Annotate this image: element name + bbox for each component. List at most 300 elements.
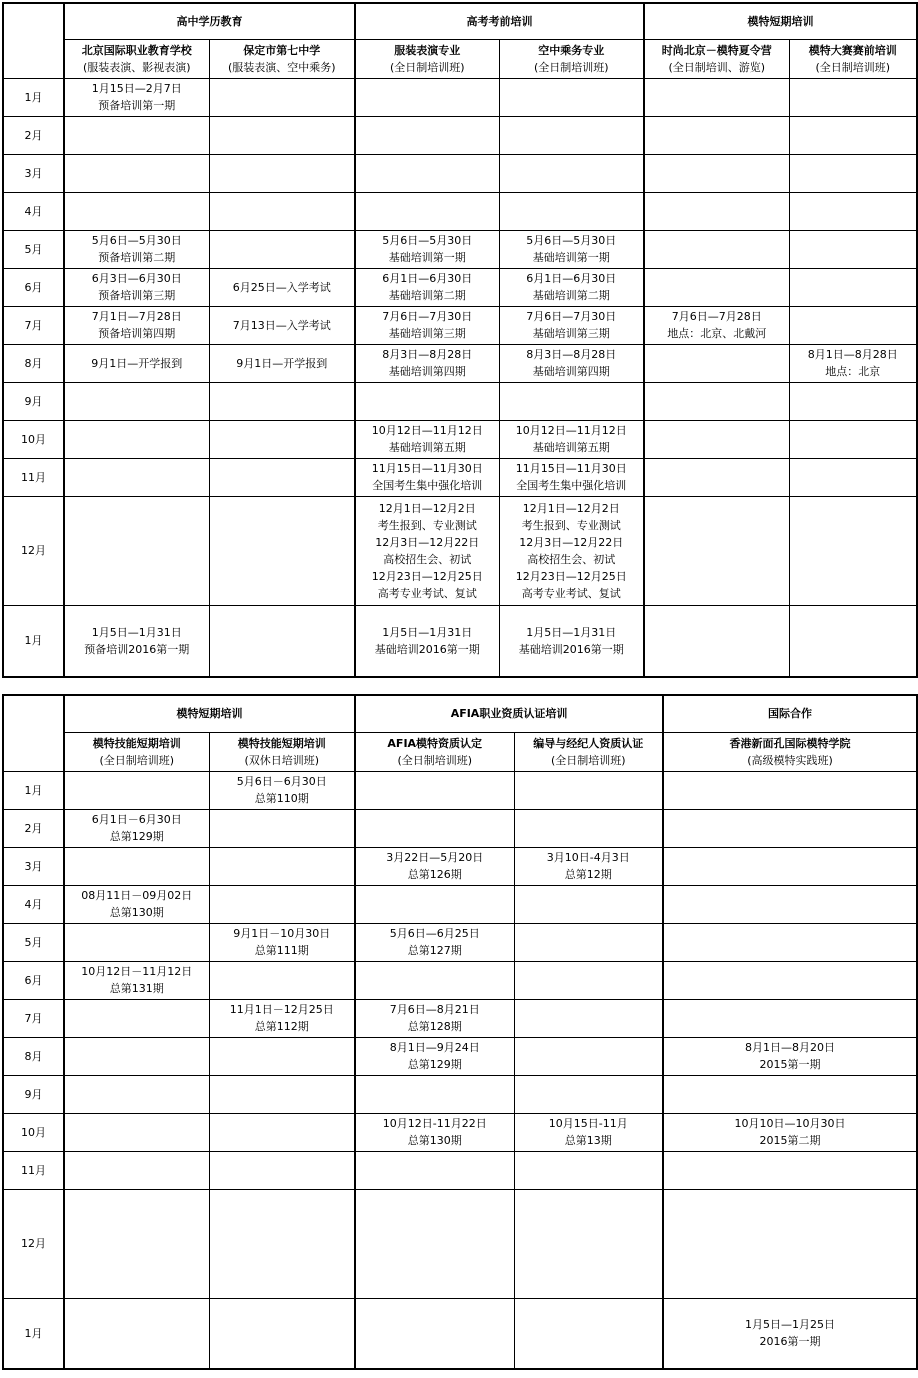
schedule-cell <box>644 458 789 496</box>
schedule-line: 预备培训2016第一期 <box>84 642 190 656</box>
schedule-cell <box>64 344 209 382</box>
schedule-cell <box>209 923 355 961</box>
schedule-cell <box>355 999 514 1037</box>
schedule-line: 11月15日—11月30日 <box>371 462 483 475</box>
schedule-line: 总第111期 <box>254 944 309 957</box>
schedule-line: 1月5日—1月25日 <box>745 1318 836 1332</box>
table-row <box>3 999 917 1037</box>
column-header <box>209 39 355 78</box>
schedule-cell <box>355 1075 514 1113</box>
schedule-line: 5月6日—6月25日 <box>389 927 480 940</box>
schedule-cell <box>355 809 514 847</box>
schedule-cell <box>64 847 209 885</box>
schedule-cell <box>64 1037 209 1075</box>
column-header <box>64 732 209 771</box>
schedule-line: 10月10日—10月30日 <box>734 1117 846 1130</box>
schedule-line: 7月1日—7月28日 <box>91 310 182 323</box>
schedule-cell <box>209 116 355 154</box>
schedule-line: 总第126期 <box>407 868 462 881</box>
schedule-cell <box>499 458 644 496</box>
schedule-cell <box>209 496 355 605</box>
schedule-line: 全国考生集中强化培训 <box>372 479 483 492</box>
column-header <box>64 39 209 78</box>
column-subtitle: (高级模特实践班) <box>747 753 833 767</box>
schedule-cell <box>644 78 789 116</box>
schedule-cell <box>64 496 209 605</box>
column-subtitle: (全日制培训班) <box>533 60 609 74</box>
schedule-line: 地点：北京、北戴河 <box>667 327 767 340</box>
table-row <box>3 1189 917 1298</box>
schedule-cell <box>514 771 663 809</box>
schedule-cell <box>644 154 789 192</box>
column-header <box>514 732 663 771</box>
month-cell: 4月 <box>3 885 64 923</box>
table-row <box>3 496 917 605</box>
schedule-cell <box>209 1298 355 1369</box>
column-title: 编导与经纪人资质认证 <box>533 736 644 750</box>
schedule-cell <box>514 923 663 961</box>
schedule-cell <box>514 1075 663 1113</box>
schedule-line: 总第13期 <box>564 1134 612 1147</box>
schedule-cell <box>64 961 209 999</box>
schedule-line: 12月23日—12月25日 <box>371 569 483 583</box>
schedule-cell <box>64 268 209 306</box>
schedule-cell <box>499 605 644 677</box>
schedule-line: 7月13日—入学考试 <box>232 318 331 332</box>
schedule-line: 基础培训第四期 <box>532 365 610 378</box>
schedule-line: 8月1日—8月20日 <box>745 1041 836 1054</box>
schedule-cell <box>355 344 499 382</box>
corner-cell <box>3 3 64 78</box>
schedule-cell <box>64 306 209 344</box>
schedule-line: 1月5日—1月31日 <box>91 625 182 639</box>
schedule-cell <box>663 771 917 809</box>
schedule-cell <box>355 268 499 306</box>
schedule-cell <box>209 154 355 192</box>
schedule-cell <box>644 344 789 382</box>
schedule-cell <box>663 809 917 847</box>
table-row <box>3 230 917 268</box>
schedule-cell <box>209 230 355 268</box>
schedule-cell <box>789 344 917 382</box>
schedule-cell <box>499 192 644 230</box>
schedule-cell <box>514 961 663 999</box>
table-row <box>3 1113 917 1151</box>
month-cell: 1月 <box>3 1298 64 1369</box>
column-header <box>355 39 499 78</box>
schedule-cell <box>644 605 789 677</box>
month-cell: 2月 <box>3 116 64 154</box>
schedule-cell <box>209 961 355 999</box>
table-row <box>3 809 917 847</box>
schedule-line: 总第129期 <box>407 1058 462 1071</box>
schedule-cell <box>64 1151 209 1189</box>
column-title: 香港新面孔国际模特学院 <box>729 736 851 750</box>
schedule-cell <box>663 1113 917 1151</box>
schedule-line: 考生报到、专业测试 <box>521 518 621 532</box>
schedule-cell <box>64 809 209 847</box>
schedule-line: 全国考生集中强化培训 <box>516 479 627 492</box>
schedule-line: 6月1日—6月30日 <box>526 272 617 285</box>
schedule-cell <box>499 382 644 420</box>
table-row <box>3 1151 917 1189</box>
schedule-line: 7月6日—8月21日 <box>389 1003 480 1016</box>
table-row <box>3 268 917 306</box>
schedule-cell <box>355 1151 514 1189</box>
schedule-line: 2015第二期 <box>759 1134 821 1147</box>
schedule-line: 08月11日－09月02日 <box>81 889 193 902</box>
column-title: 保定市第七中学 <box>243 43 321 57</box>
schedule-cell <box>355 154 499 192</box>
month-cell: 8月 <box>3 344 64 382</box>
month-cell: 6月 <box>3 961 64 999</box>
month-cell: 9月 <box>3 382 64 420</box>
schedule-cell <box>789 154 917 192</box>
schedule-cell <box>514 1189 663 1298</box>
schedule-line: 考生报到、专业测试 <box>377 518 477 532</box>
schedule-line: 9月1日—开学报到 <box>91 356 183 370</box>
schedule-line: 高校招生会、初试 <box>383 552 472 566</box>
month-cell: 5月 <box>3 923 64 961</box>
table-row <box>3 847 917 885</box>
schedule-cell <box>64 78 209 116</box>
schedule-cell <box>355 116 499 154</box>
month-cell: 4月 <box>3 192 64 230</box>
schedule-cell <box>789 605 917 677</box>
schedule-line: 基础培训第四期 <box>388 365 466 378</box>
schedule-line: 预备培训第二期 <box>98 251 176 264</box>
table-row <box>3 116 917 154</box>
schedule-cell <box>64 192 209 230</box>
month-cell: 6月 <box>3 268 64 306</box>
column-subtitle: (服装表演、影视表演) <box>82 60 191 74</box>
schedule-line: 12月1日—12月2日 <box>522 501 620 515</box>
schedule-cell <box>499 230 644 268</box>
schedule-cell <box>209 192 355 230</box>
schedule-line: 6月25日—入学考试 <box>232 280 331 294</box>
schedule-line: 地点：北京 <box>825 365 881 378</box>
schedule-line: 8月3日—8月28日 <box>526 348 617 361</box>
schedule-cell <box>644 268 789 306</box>
schedule-cell <box>499 496 644 605</box>
schedule-line: 10月12日-11月22日 <box>382 1117 487 1130</box>
schedule-line: 8月1日—8月28日 <box>807 348 898 361</box>
schedule-cell <box>64 458 209 496</box>
schedule-line: 8月1日—9月24日 <box>389 1041 480 1054</box>
schedule-line: 6月1日—6月30日 <box>382 272 473 285</box>
schedule-cell <box>499 116 644 154</box>
column-header <box>789 39 917 78</box>
group-header-row <box>3 3 917 39</box>
schedule-line: 5月6日－6月30日 <box>236 775 327 788</box>
schedule-line: 9月1日－10月30日 <box>233 927 331 940</box>
schedule-line: 6月1日－6月30日 <box>91 813 182 826</box>
month-cell: 12月 <box>3 496 64 605</box>
schedule-line: 基础培训第三期 <box>388 327 466 340</box>
column-title: 空中乘务专业 <box>538 43 605 57</box>
schedule-line: 1月5日—1月31日 <box>382 625 473 639</box>
schedule-cell <box>209 999 355 1037</box>
table-row <box>3 961 917 999</box>
schedule-cell <box>209 420 355 458</box>
schedule-line: 基础培训第五期 <box>388 441 466 454</box>
table-row <box>3 458 917 496</box>
schedule-line: 基础培训第一期 <box>388 251 466 264</box>
schedule-line: 7月6日—7月30日 <box>526 310 617 323</box>
table-row <box>3 1298 917 1369</box>
schedule-cell <box>355 961 514 999</box>
schedule-line: 1月5日—1月31日 <box>526 625 617 639</box>
schedule-line: 总第129期 <box>109 830 164 843</box>
schedule-cell <box>355 923 514 961</box>
schedule-table-1 <box>2 2 918 678</box>
schedule-line: 预备培训第三期 <box>98 289 176 302</box>
schedule-cell <box>514 1151 663 1189</box>
table-row <box>3 306 917 344</box>
schedule-line: 高考专业考试、复试 <box>521 586 621 600</box>
table-row <box>3 1037 917 1075</box>
column-subtitle: (全日制培训班) <box>815 60 891 74</box>
schedule-cell <box>789 78 917 116</box>
schedule-cell <box>644 382 789 420</box>
schedule-cell <box>644 420 789 458</box>
schedule-cell <box>64 999 209 1037</box>
schedule-line: 总第130期 <box>109 906 164 919</box>
group-header-row <box>3 695 917 732</box>
schedule-line: 10月15日-11月 <box>548 1117 628 1130</box>
schedule-cell <box>789 306 917 344</box>
table-row <box>3 192 917 230</box>
schedule-cell <box>209 605 355 677</box>
schedule-cell <box>64 885 209 923</box>
column-title: 时尚北京－模特夏令营 <box>661 43 772 57</box>
schedule-line: 基础培训第五期 <box>532 441 610 454</box>
schedule-line: 10月12日—11月12日 <box>371 424 483 437</box>
schedule-cell <box>355 847 514 885</box>
schedule-cell <box>644 306 789 344</box>
schedule-cell <box>209 382 355 420</box>
column-title: 模特技能短期培训 <box>92 736 181 750</box>
schedule-line: 基础培训第二期 <box>388 289 466 302</box>
column-subtitle: (全日制培训班) <box>99 753 175 767</box>
schedule-cell <box>64 923 209 961</box>
schedule-line: 11月1日－12月25日 <box>229 1003 334 1016</box>
column-subtitle: (全日制培训班) <box>397 753 473 767</box>
schedule-line: 5月6日—5月30日 <box>526 234 617 247</box>
schedule-cell <box>209 458 355 496</box>
schedule-cell <box>514 1113 663 1151</box>
month-cell: 10月 <box>3 1113 64 1151</box>
schedule-line: 7月6日—7月28日 <box>671 310 762 323</box>
schedule-cell <box>209 885 355 923</box>
schedule-line: 总第127期 <box>407 944 462 957</box>
schedule-cell <box>209 809 355 847</box>
schedule-line: 基础培训2016第一期 <box>374 642 480 656</box>
group-header: 国际合作 <box>663 695 917 732</box>
column-title: AFIA模特资质认定 <box>387 736 483 750</box>
schedule-cell <box>789 230 917 268</box>
table-row <box>3 344 917 382</box>
column-header <box>355 732 514 771</box>
schedule-cell <box>355 230 499 268</box>
column-header <box>209 732 355 771</box>
group-header: 高考考前培训 <box>355 3 644 39</box>
schedule-cell <box>209 268 355 306</box>
table-row <box>3 771 917 809</box>
schedule-line: 2015第一期 <box>759 1058 821 1071</box>
schedule-cell <box>355 771 514 809</box>
month-cell: 5月 <box>3 230 64 268</box>
schedule-cell <box>64 605 209 677</box>
schedule-cell <box>355 458 499 496</box>
month-cell: 10月 <box>3 420 64 458</box>
corner-cell <box>3 695 64 771</box>
schedule-cell <box>64 116 209 154</box>
schedule-line: 总第130期 <box>407 1134 462 1147</box>
schedule-cell <box>355 420 499 458</box>
schedule-line: 10月12日—11月12日 <box>515 424 627 437</box>
schedule-line: 12月1日—12月2日 <box>378 501 476 515</box>
schedule-cell <box>663 885 917 923</box>
schedule-line: 基础培训第二期 <box>532 289 610 302</box>
schedule-line: 5月6日—5月30日 <box>91 234 182 247</box>
schedule-cell <box>64 1113 209 1151</box>
schedule-line: 11月15日—11月30日 <box>515 462 627 475</box>
month-cell: 9月 <box>3 1075 64 1113</box>
schedule-cell <box>355 382 499 420</box>
schedule-line: 9月1日—开学报到 <box>236 356 328 370</box>
schedule-line: 高考专业考试、复试 <box>377 586 477 600</box>
schedule-cell <box>789 192 917 230</box>
schedule-cell <box>499 344 644 382</box>
schedule-cell <box>644 116 789 154</box>
schedule-cell <box>663 961 917 999</box>
schedule-cell <box>209 1075 355 1113</box>
schedule-cell <box>789 116 917 154</box>
column-title: 模特技能短期培训 <box>237 736 326 750</box>
schedule-cell <box>209 306 355 344</box>
table-row <box>3 1075 917 1113</box>
column-subtitle: (服装表演、空中乘务) <box>227 60 336 74</box>
schedule-cell <box>499 306 644 344</box>
month-cell: 2月 <box>3 809 64 847</box>
schedule-cell <box>209 1037 355 1075</box>
schedule-cell <box>644 230 789 268</box>
month-cell: 11月 <box>3 1151 64 1189</box>
table-row <box>3 420 917 458</box>
schedule-cell <box>789 420 917 458</box>
table-row <box>3 382 917 420</box>
schedule-cell <box>64 154 209 192</box>
schedule-cell <box>514 885 663 923</box>
schedule-cell <box>789 268 917 306</box>
column-header <box>663 732 917 771</box>
schedule-cell <box>514 847 663 885</box>
column-subtitle: (全日制培训、游览) <box>668 60 766 74</box>
schedule-line: 12月3日—12月22日 <box>375 535 480 549</box>
schedule-cell <box>355 1189 514 1298</box>
schedule-cell <box>355 1298 514 1369</box>
schedule-line: 基础培训第三期 <box>532 327 610 340</box>
schedule-cell <box>64 771 209 809</box>
schedule-cell <box>64 1298 209 1369</box>
schedule-cell <box>514 1037 663 1075</box>
schedule-line: 2016第一期 <box>759 1335 821 1349</box>
schedule-line: 3月22日—5月20日 <box>386 851 484 864</box>
schedule-cell <box>355 192 499 230</box>
month-cell: 7月 <box>3 306 64 344</box>
schedule-cell <box>514 999 663 1037</box>
table-row <box>3 78 917 116</box>
schedule-cell <box>64 382 209 420</box>
table-row <box>3 885 917 923</box>
schedule-line: 7月6日—7月30日 <box>382 310 473 323</box>
schedule-cell <box>499 268 644 306</box>
schedule-cell <box>514 1298 663 1369</box>
column-subtitle: (全日制培训班) <box>550 753 626 767</box>
schedule-table-2 <box>2 694 918 1370</box>
schedule-cell <box>355 496 499 605</box>
schedule-cell <box>644 192 789 230</box>
schedule-cell <box>209 344 355 382</box>
schedule-cell <box>209 1189 355 1298</box>
schedule-line: 基础培训第一期 <box>532 251 610 264</box>
schedule-cell <box>644 496 789 605</box>
schedule-cell <box>64 230 209 268</box>
column-subtitle: (双休日培训班) <box>244 753 320 767</box>
schedule-cell <box>355 1113 514 1151</box>
group-header: 高中学历教育 <box>64 3 355 39</box>
schedule-line: 总第112期 <box>254 1020 309 1033</box>
schedule-line: 总第110期 <box>254 792 309 805</box>
group-header: 模特短期培训 <box>644 3 917 39</box>
schedule-cell <box>663 1075 917 1113</box>
schedule-cell <box>663 999 917 1037</box>
schedule-cell <box>499 78 644 116</box>
schedule-cell <box>209 771 355 809</box>
schedule-line: 8月3日—8月28日 <box>382 348 473 361</box>
group-header: AFIA职业资质认证培训 <box>355 695 663 732</box>
schedule-cell <box>499 154 644 192</box>
table-row <box>3 923 917 961</box>
month-cell: 1月 <box>3 605 64 677</box>
column-title: 北京国际职业教育学校 <box>81 43 192 57</box>
schedule-line: 总第128期 <box>407 1020 462 1033</box>
schedule-cell <box>663 923 917 961</box>
month-cell: 3月 <box>3 847 64 885</box>
schedule-line: 预备培训第一期 <box>98 99 176 112</box>
month-cell: 8月 <box>3 1037 64 1075</box>
schedule-line: 高校招生会、初试 <box>527 552 616 566</box>
schedule-cell <box>499 420 644 458</box>
group-header: 模特短期培训 <box>64 695 355 732</box>
sub-header-row <box>3 39 917 78</box>
month-cell: 7月 <box>3 999 64 1037</box>
sub-header-row <box>3 732 917 771</box>
schedule-cell <box>64 420 209 458</box>
schedule-line: 1月15日—2月7日 <box>91 82 182 95</box>
column-header <box>499 39 644 78</box>
month-cell: 1月 <box>3 771 64 809</box>
table-row <box>3 154 917 192</box>
schedule-line: 总第131期 <box>109 982 164 995</box>
schedule-line: 12月3日—12月22日 <box>519 535 624 549</box>
schedule-line: 基础培训2016第一期 <box>518 642 624 656</box>
schedule-cell <box>209 1151 355 1189</box>
schedule-cell <box>209 847 355 885</box>
schedule-cell <box>663 847 917 885</box>
column-subtitle: (全日制培训班) <box>389 60 465 74</box>
